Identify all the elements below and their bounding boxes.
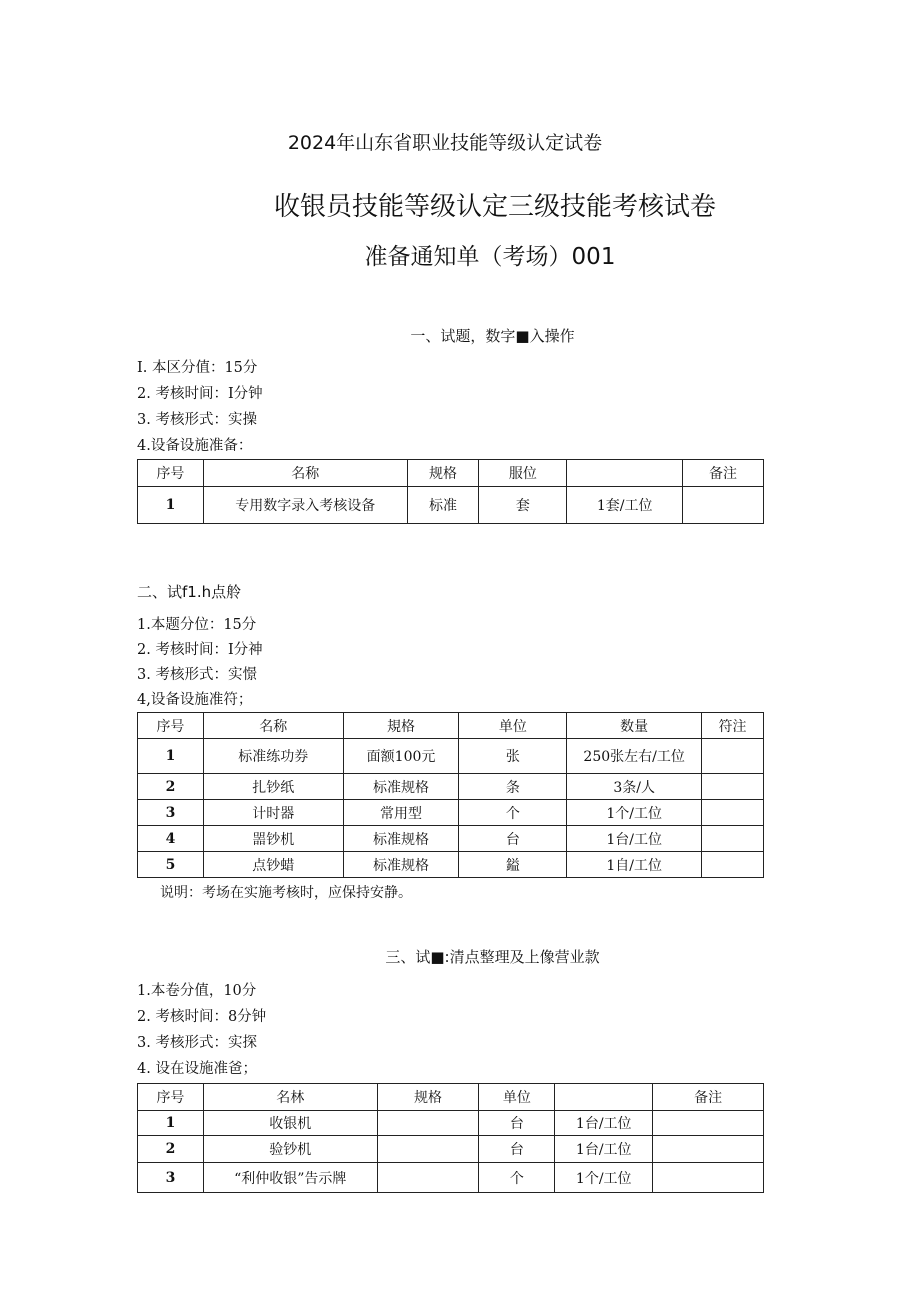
table-cell bbox=[377, 1163, 479, 1193]
table-cell: 5 bbox=[138, 852, 204, 878]
section2-note: 说明：考场在实施考核时，应保持安静。 bbox=[160, 885, 412, 901]
table-cell: 3 bbox=[138, 800, 204, 826]
exam-header-line1: 2024年山东省职业技能等级认定试卷 bbox=[287, 132, 603, 154]
section1-item-score: I. 本区分值：15分 bbox=[137, 360, 258, 376]
table-row bbox=[138, 1136, 764, 1163]
exam-title: 收银员技能等级认定三级技能考核试卷 bbox=[273, 192, 716, 222]
header-cell bbox=[567, 460, 683, 487]
header-cell: 名称 bbox=[203, 713, 343, 739]
table-cell: 计时器 bbox=[203, 800, 343, 826]
table-row bbox=[138, 487, 764, 524]
table-cell: 个 bbox=[479, 1163, 555, 1193]
table-row bbox=[138, 739, 764, 774]
table-cell: 收银机 bbox=[203, 1111, 377, 1136]
table-cell: 标准规格 bbox=[343, 852, 459, 878]
table-cell: “利仲收银”告示牌 bbox=[203, 1163, 377, 1193]
table-cell: 标准规格 bbox=[343, 826, 459, 852]
table-cell bbox=[653, 1163, 764, 1193]
header-cell bbox=[555, 1084, 653, 1111]
table-cell: 1 bbox=[138, 739, 204, 774]
table-cell: 点钞蜡 bbox=[203, 852, 343, 878]
section3-item-time: 2. 考核时间：8分钟 bbox=[137, 1009, 267, 1025]
table-cell: 鎰 bbox=[459, 852, 567, 878]
table-row bbox=[138, 1163, 764, 1193]
table-row bbox=[138, 1111, 764, 1136]
table-cell: 台 bbox=[479, 1111, 555, 1136]
table-cell bbox=[683, 487, 764, 524]
table-cell: 张 bbox=[459, 739, 567, 774]
header-cell: 数量 bbox=[567, 713, 702, 739]
section2-item-time: 2. 考核时间：I分神 bbox=[137, 642, 263, 658]
header-cell: 单位 bbox=[459, 713, 567, 739]
section1-title: 一、试题，数字■入操作 bbox=[410, 327, 575, 345]
table-cell: 套 bbox=[479, 487, 567, 524]
section1-item-equipment: 4.设备设施准备： bbox=[137, 438, 253, 454]
header-cell: 序号 bbox=[138, 713, 204, 739]
section3-item-score: 1.本卷分值，10分 bbox=[137, 983, 257, 999]
table-cell bbox=[377, 1111, 479, 1136]
table-cell: 1个/工位 bbox=[567, 800, 702, 826]
header-cell: 备注 bbox=[653, 1084, 764, 1111]
table-cell: 1台/工位 bbox=[555, 1136, 653, 1163]
table-cell bbox=[702, 774, 764, 800]
header-cell: 序号 bbox=[138, 460, 204, 487]
table-cell bbox=[702, 739, 764, 774]
table-cell: 3条/人 bbox=[567, 774, 702, 800]
table-cell: 专用数字录入考核设备 bbox=[203, 487, 407, 524]
header-cell: 名林 bbox=[203, 1084, 377, 1111]
table-cell: 1个/工位 bbox=[555, 1163, 653, 1193]
table-cell bbox=[702, 826, 764, 852]
header-cell: 规格 bbox=[407, 460, 479, 487]
section1-item-form: 3. 考核形式：实操 bbox=[137, 412, 257, 428]
table-row bbox=[138, 774, 764, 800]
section3-item-equipment: 4. 设在设施准爸； bbox=[137, 1061, 257, 1077]
table-cell: 验钞机 bbox=[203, 1136, 377, 1163]
header-cell: 备注 bbox=[683, 460, 764, 487]
header-cell: 規格 bbox=[343, 713, 459, 739]
table-cell: 常用型 bbox=[343, 800, 459, 826]
table-cell bbox=[377, 1136, 479, 1163]
table-cell: 250张左右/工位 bbox=[567, 739, 702, 774]
table-cell bbox=[702, 800, 764, 826]
table-cell: 1台/工位 bbox=[555, 1111, 653, 1136]
table-cell: 1自/工位 bbox=[567, 852, 702, 878]
table-cell: 1套/工位 bbox=[567, 487, 683, 524]
section2-title: 二、试f1.h点舲 bbox=[137, 583, 242, 601]
section1-equipment-table bbox=[137, 459, 764, 524]
table-cell: 噐钞机 bbox=[203, 826, 343, 852]
table-cell: 1台/工位 bbox=[567, 826, 702, 852]
section2-item-equipment: 4,设备设施准符； bbox=[137, 692, 253, 708]
table-cell: 标准练功券 bbox=[203, 739, 343, 774]
header-cell: 单位 bbox=[479, 1084, 555, 1111]
table-cell: 1 bbox=[138, 487, 204, 524]
table-cell bbox=[653, 1136, 764, 1163]
section3-item-form: 3. 考核形式：实探 bbox=[137, 1035, 257, 1051]
section2-item-score: 1.本题分位：15分 bbox=[137, 617, 257, 633]
table-cell: 扎钞纸 bbox=[203, 774, 343, 800]
table-header-row bbox=[138, 460, 764, 487]
table-cell: 标准规格 bbox=[343, 774, 459, 800]
section3-title: 三、试■:清点整理及上像营业款 bbox=[385, 948, 600, 966]
table-cell: 个 bbox=[459, 800, 567, 826]
table-cell: 4 bbox=[138, 826, 204, 852]
section2-equipment-table bbox=[137, 712, 764, 878]
table-row bbox=[138, 852, 764, 878]
table-cell bbox=[653, 1111, 764, 1136]
table-row bbox=[138, 826, 764, 852]
table-cell: 台 bbox=[479, 1136, 555, 1163]
header-cell: 规格 bbox=[377, 1084, 479, 1111]
header-cell: 符注 bbox=[702, 713, 764, 739]
table-cell: 标准 bbox=[407, 487, 479, 524]
table-cell: 台 bbox=[459, 826, 567, 852]
header-cell: 服位 bbox=[479, 460, 567, 487]
table-cell: 面额100元 bbox=[343, 739, 459, 774]
table-header-row bbox=[138, 1084, 764, 1111]
table-cell bbox=[702, 852, 764, 878]
section3-equipment-table bbox=[137, 1083, 764, 1193]
table-cell: 条 bbox=[459, 774, 567, 800]
header-cell: 名称 bbox=[203, 460, 407, 487]
exam-subtitle: 准备通知单（考场）001 bbox=[364, 244, 616, 270]
table-row bbox=[138, 800, 764, 826]
table-header-row bbox=[138, 713, 764, 739]
table-cell: 2 bbox=[138, 1136, 204, 1163]
table-cell: 1 bbox=[138, 1111, 204, 1136]
header-cell: 序号 bbox=[138, 1084, 204, 1111]
section2-item-form: 3. 考核形式：实憬 bbox=[137, 667, 257, 683]
table-cell: 3 bbox=[138, 1163, 204, 1193]
table-cell: 2 bbox=[138, 774, 204, 800]
section1-item-time: 2. 考核时间：I分钟 bbox=[137, 386, 263, 402]
